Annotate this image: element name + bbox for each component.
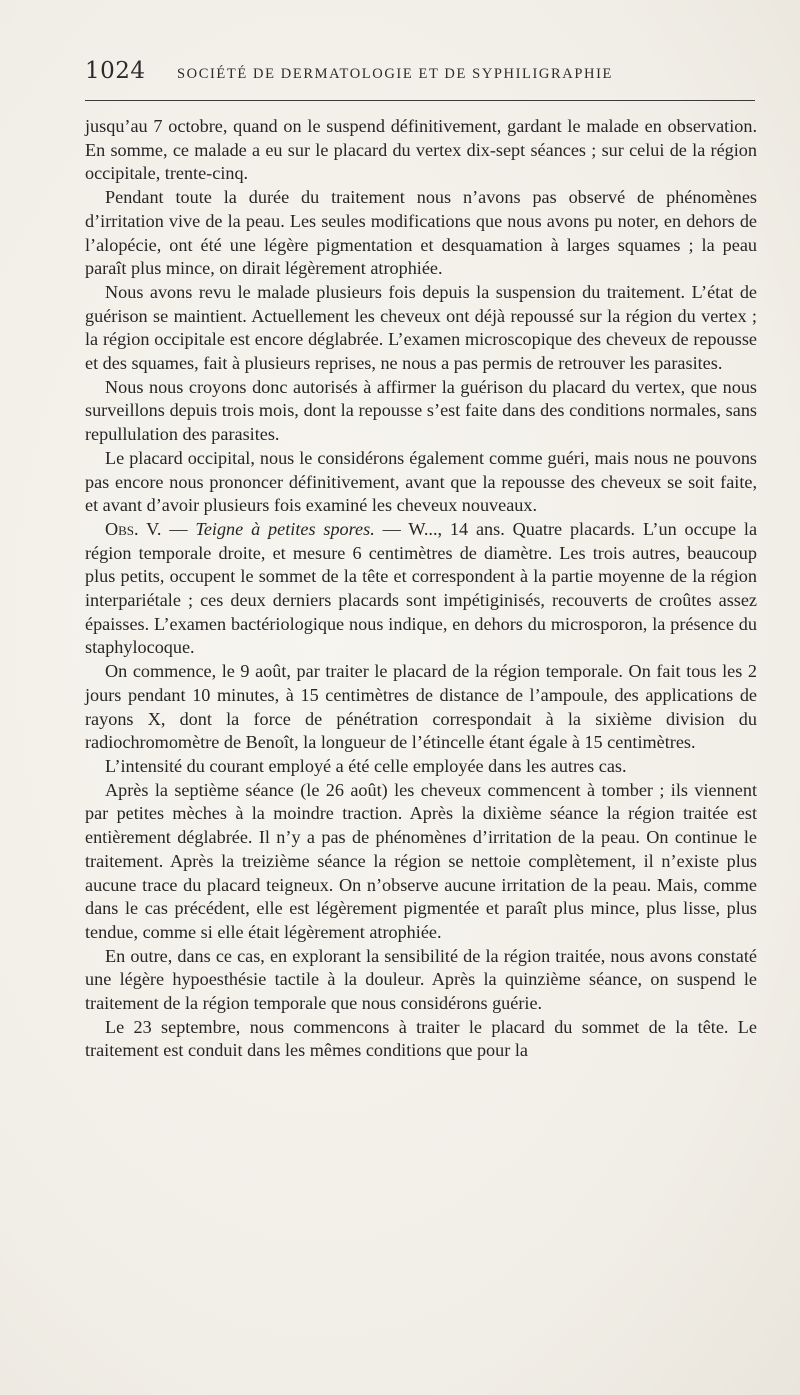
observation-label: Obs. V.: [105, 518, 162, 539]
header-rule: [85, 100, 755, 101]
paragraph: Pendant toute la durée du traitement nous n’avons pas observé de phénomènes d’irritation vive de la peau. Les seules modifications que nous avons pu noter, en dehors de l’alopécie, ont été une légère pigmentation et desquamation à larges squames ; la peau paraît plus mince, on dirait légèrement atrophiée.: [85, 187, 757, 279]
page-header: [85, 58, 755, 98]
observation-text: — W..., 14 ans. Quatre placards. L’un occupe la région temporale droite, et mesure 6 centimètres de diamètre. Les trois autres, beaucoup plus petits, occupent le sommet de la tête et correspondent à la partie moyenne de la région interpariétale ; ces deux derniers placards sont impétiginisés, recouverts de croûtes assez épaisses. L’examen bactériologique nous indique, en dehors du microsporon, la présence du staphylocoque.: [85, 518, 758, 658]
paragraph: Après la septième séance (le 26 août) les cheveux commencent à tomber ; ils viennent par petites mèches à la moindre traction. Après la dixième séance la région traitée est entièrement déglabrée. Il n’y a pas de phénomènes d’irritation de la peau. On continue le traitement. Après la treizième séance la région se nettoie complètement, il n’existe plus aucune trace du placard teigneux. On n’observe aucune irritation de la peau. Mais, comme dans le cas précédent, elle est légèrement pigmentée et paraît plus mince, plus lisse, plus tendue, comme si elle était légèrement atrophiée.: [85, 779, 757, 942]
observation-dash: —: [161, 518, 196, 539]
paragraph: Le placard occipital, nous le considérons également comme guéri, mais nous ne pouvons pas encore nous prononcer définitivement, avant que la repousse des cheveux se soit faite, et avant d’avoir plusieurs fois examiné les cheveux nouveaux.: [85, 447, 757, 516]
running-title: SOCIÉTÉ DE DERMATOLOGIE ET DE SYPHILIGRAPHIE: [177, 66, 613, 82]
paragraph: En outre, dans ce cas, en explorant la sensibilité de la région traitée, nous avons constaté une légère hypoesthésie tactile à la douleur. Après la quinzième séance, on suspend le traitement de la région temporale que nous considérons guérie.: [85, 945, 757, 1014]
paragraph: L’intensité du courant employé a été celle employée dans les autres cas.: [105, 755, 627, 776]
observation-paragraph: [85, 518, 757, 660]
paragraph: Nous avons revu le malade plusieurs fois depuis la suspension du traitement. L’état de guérison se maintient. Actuellement les cheveux ont déjà repoussé sur la région du vertex ; la région occipitale est encore déglabrée. L’examen microscopique des cheveux de repousse et des squames, fait à plusieurs reprises, ne nous a pas permis de retrouver les parasites.: [85, 281, 757, 374]
paragraph: On commence, le 9 août, par traiter le placard de la région temporale. On fait tous les 2 jours pendant 10 minutes, à 15 centimètres de distance de l’ampoule, des applications de rayons X, dont la force de pénétration correspondait à la sixième division du radiochromomètre de Benoît, la longueur de l’étincelle étant égale à 15 centimètres.: [85, 661, 757, 753]
page-number: 1024: [85, 58, 146, 84]
body-text: [85, 115, 757, 1063]
paragraph: jusqu’au 7 octobre, quand on le suspend définitivement, gardant le malade en observation. En somme, ce malade a eu sur le placard du vertex dix-sept séances ; sur celui de la région occipitale, trente-cinq.: [85, 116, 757, 184]
paragraph: Le 23 septembre, nous commencons à traiter le placard du sommet de la tête. Le traitement est conduit dans les mêmes conditions que pour la: [85, 1016, 757, 1061]
paragraph: Nous nous croyons donc autorisés à affirmer la guérison du placard du vertex, que nous surveillons depuis trois mois, dont la repousse s’est faite dans des conditions normales, sans repullulation des parasites.: [85, 376, 757, 445]
observation-title: Teigne à petites spores.: [195, 518, 375, 539]
